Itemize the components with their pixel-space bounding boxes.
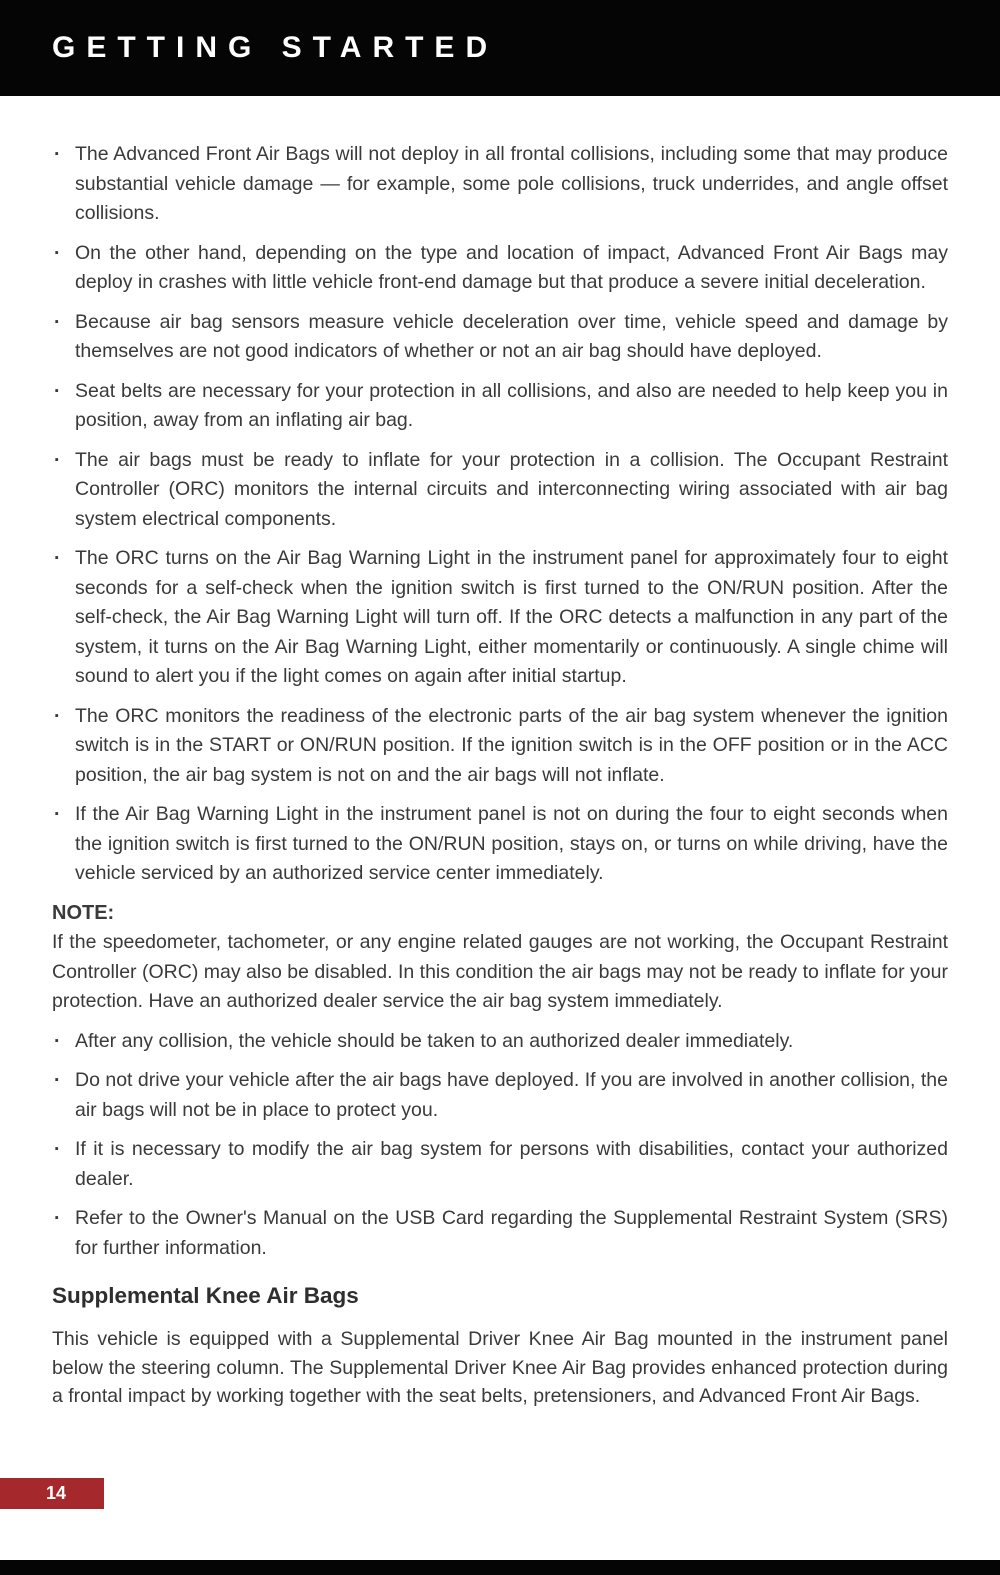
list-item bbox=[52, 377, 948, 436]
bullet-icon: · bbox=[54, 1138, 61, 1160]
bullet-icon: · bbox=[54, 1029, 61, 1052]
page-title: GETTING STARTED bbox=[52, 31, 499, 64]
bullet-icon: · bbox=[54, 241, 61, 264]
list-item bbox=[52, 544, 948, 692]
note-text: If the speedometer, tachometer, or any engine related gauges are not working, the Occupant Restraint Controller (ORC) may also be disabled. In this condition the air bags may not be ready to inflate for your protection. Have an authorized dealer service the air bag system immediately. bbox=[52, 931, 948, 1012]
bullet-text: If the Air Bag Warning Light in the instrument panel is not on during the four to eight seconds when the ignition switch is first turned to the ON/RUN position, stays on, or turns on while driving, have the vehicle serviced by an authorized service center immediately. bbox=[75, 803, 948, 884]
list-item bbox=[52, 702, 948, 791]
bullet-list-top bbox=[52, 140, 948, 889]
bullet-text: The air bags must be ready to inflate for your protection in a collision. The Occupant Restraint Controller (ORC) monitors the internal circuits and interconnecting wiring associated with air bag system electrical components. bbox=[75, 448, 948, 530]
bullet-list-bottom bbox=[52, 1027, 948, 1264]
bullet-icon: · bbox=[54, 1069, 61, 1091]
bullet-icon: · bbox=[54, 547, 61, 569]
bullet-icon: · bbox=[54, 803, 61, 825]
page-content bbox=[0, 96, 1000, 1411]
bullet-text: The ORC turns on the Air Bag Warning Light in the instrument panel for approximately four to eight seconds for a self-check when the ignition switch is first turned to the ON/RUN position. After the self-check, the Air Bag Warning Light will turn off. If the ORC detects a malfunction in any part of the system, it turns on the Air Bag Warning Light, either momentarily or continuously. A single chime will sound to alert you if the light comes on again after initial startup. bbox=[75, 547, 948, 687]
bullet-icon: · bbox=[54, 448, 61, 471]
bullet-text: After any collision, the vehicle should be taken to an authorized dealer immediately. bbox=[75, 1029, 794, 1052]
note-block bbox=[52, 899, 948, 1017]
list-item bbox=[52, 308, 948, 367]
page-number-box bbox=[0, 1478, 104, 1509]
list-item bbox=[52, 239, 948, 298]
note-label: NOTE: bbox=[52, 901, 115, 924]
list-item bbox=[52, 800, 948, 889]
bullet-text: Seat belts are necessary for your protection in all collisions, and also are needed to help keep you in position, away from an inflating air bag. bbox=[75, 379, 948, 431]
list-item bbox=[52, 1027, 948, 1057]
page-header bbox=[0, 0, 1000, 96]
bullet-text: Refer to the Owner's Manual on the USB Card regarding the Supplemental Restraint System (SRS) for further information. bbox=[75, 1207, 948, 1259]
section-heading: Supplemental Knee Air Bags bbox=[52, 1283, 359, 1308]
bullet-icon: · bbox=[54, 310, 61, 333]
section-paragraph: This vehicle is equipped with a Supplemental Driver Knee Air Bag mounted in the instrument panel below the steering column. The Supplemental Driver Knee Air Bag provides enhanced protection during a frontal impact by working together with the seat belts, pretensioners, and Advanced Front Air Bags. bbox=[52, 1328, 948, 1407]
bullet-icon: · bbox=[54, 379, 61, 402]
bullet-text: The ORC monitors the readiness of the electronic parts of the air bag system whenever the ignition switch is in the START or ON/RUN position. If the ignition switch is in the OFF position or in the ACC position, the air bag system is not on and the air bags will not inflate. bbox=[75, 704, 948, 786]
bullet-text: On the other hand, depending on the type and location of impact, Advanced Front Air Bags may deploy in crashes with little vehicle front-end damage but that produce a severe initial deceleration. bbox=[75, 241, 948, 293]
bullet-text: Do not drive your vehicle after the air bags have deployed. If you are involved in another collision, the air bags will not be in place to protect you. bbox=[75, 1069, 948, 1121]
bullet-text: The Advanced Front Air Bags will not deploy in all frontal collisions, including some that may produce substantial vehicle damage — for example, some pole collisions, truck underrides, and angle offset collisions. bbox=[75, 143, 948, 224]
list-item bbox=[52, 446, 948, 535]
list-item bbox=[52, 140, 948, 229]
bullet-icon: · bbox=[54, 143, 61, 165]
list-item bbox=[52, 1204, 948, 1263]
bullet-text: Because air bag sensors measure vehicle deceleration over time, vehicle speed and damage by themselves are not good indicators of whether or not an air bag should have deployed. bbox=[75, 310, 948, 362]
bullet-icon: · bbox=[54, 1207, 61, 1229]
list-item bbox=[52, 1066, 948, 1125]
bullet-text: If it is necessary to modify the air bag system for persons with disabilities, contact your authorized dealer. bbox=[75, 1138, 948, 1190]
page-number: 14 bbox=[46, 1483, 67, 1503]
list-item bbox=[52, 1135, 948, 1194]
footer-bar bbox=[0, 1560, 1000, 1575]
bullet-icon: · bbox=[54, 704, 61, 727]
